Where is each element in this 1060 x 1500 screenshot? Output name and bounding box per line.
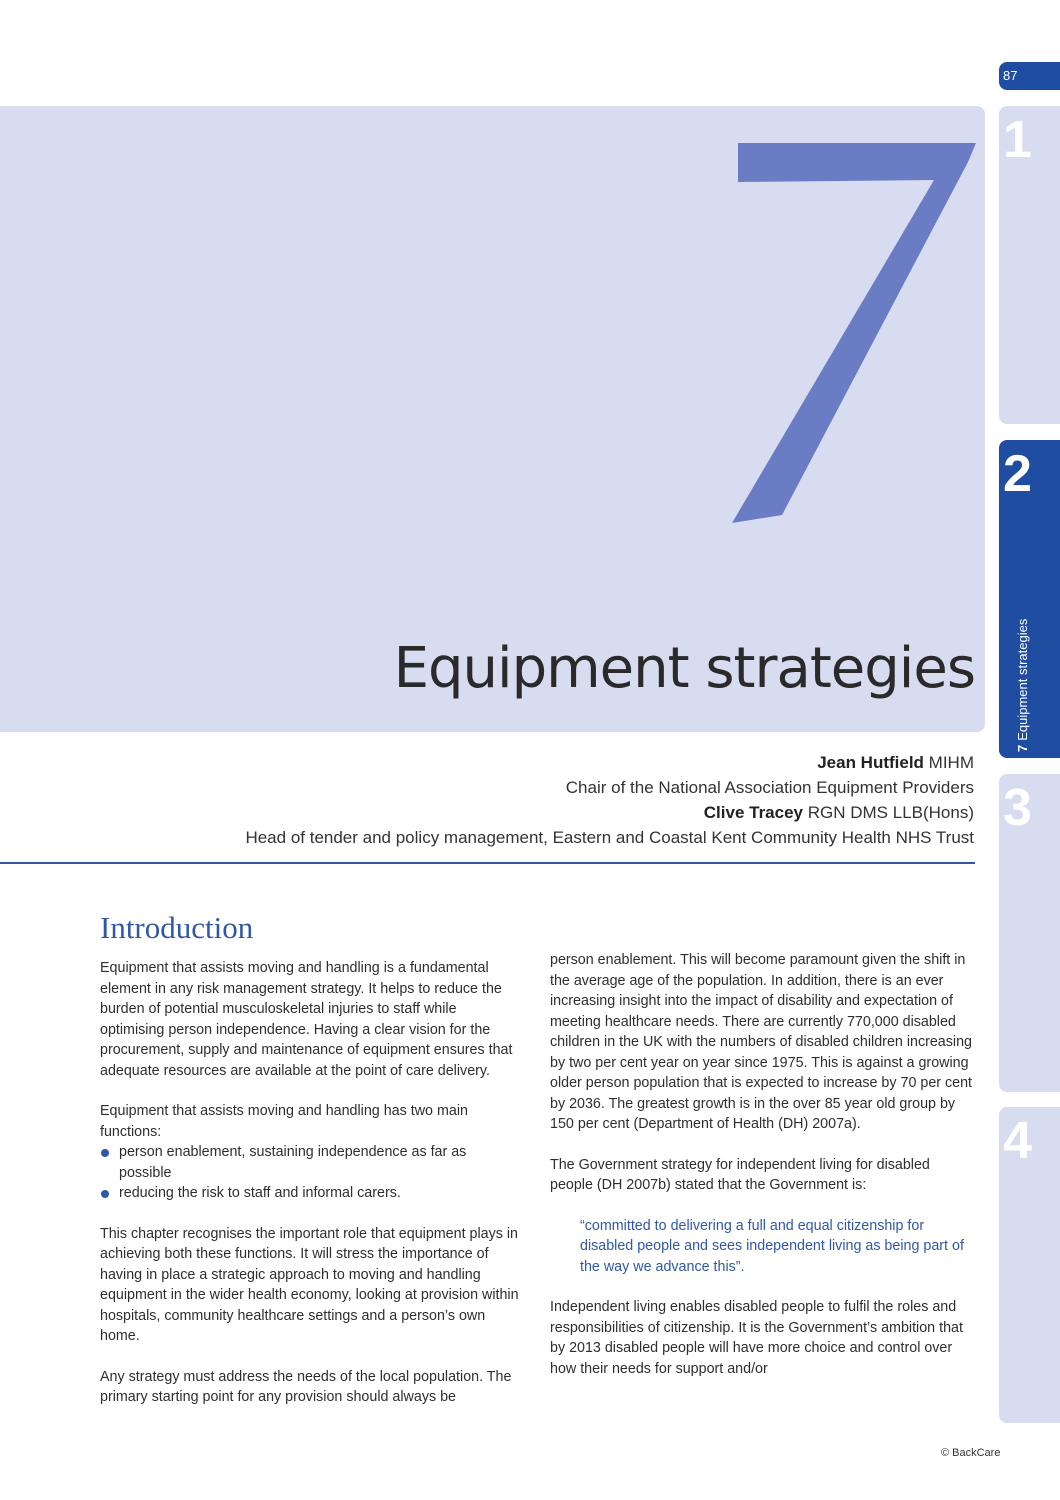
bullet-text: person enablement, sustaining independence as far as possible [119,1144,467,1181]
bullet-text: reducing the risk to staff and informal carers. [119,1185,401,1201]
section-tab-4[interactable] [999,1107,1060,1423]
page-number: 87 [999,62,1060,90]
bullet-icon [101,1149,109,1157]
author-2-quals: RGN DMS LLB(Hons) [803,803,974,822]
chapter-side-text: Equipment strategies [1015,618,1030,741]
chapter-title: Equipment strategies [393,636,975,701]
author-1-line [245,750,974,775]
copyright-notice: © BackCare [941,1447,1001,1459]
section-tab-1-label: 1 [1003,111,1032,169]
chapter-number-seven-shape [732,143,976,523]
paragraph: Equipment that assists moving and handling is a fundamental element in any risk management strategy. It helps to reduce the burden of potential musculoskeletal injuries to staff while optimising person independence. Having a clear vision for the procurement, supply and maintenance of equipment ensures that adequate resources are available at the point of care delivery. [100,960,513,1079]
section-heading-introduction: Introduction [100,910,254,945]
paragraph: Equipment that assists moving and handling has two main functions: [100,1103,468,1140]
section-tab-3-label: 3 [1003,779,1032,837]
block-quote: “committed to delivering a full and equal citizenship for disabled people and sees independent living as being part of the way we advance this”. [580,1217,964,1275]
paragraph: Independent living enables disabled people to fulfil the roles and responsibilities of citizenship. It is the Government’s ambition that by 2013 disabled people will have more choice and control over how their needs for support and/or [550,1299,963,1377]
section-tab-2-label: 2 [1003,445,1032,503]
section-tab-4-label: 4 [1003,1112,1032,1170]
chapter-side-number: 7 [1015,744,1030,752]
bullet-item [100,1142,520,1183]
author-2-name: Clive Tracey [703,803,804,822]
section-tabs [999,0,1060,1500]
paragraph: This chapter recognises the important role that equipment plays in achieving both these functions. It will stress the importance of having in place a strategic approach to moving and handling equipment in the wider health economy, looking at provision within hospitals, community healthcare settings and a person’s own home. [100,1225,519,1344]
chapter-side-label [1015,619,1030,752]
body-column-right [550,950,975,1399]
author-2-role: Head of tender and policy management, Eastern and Coastal Kent Community Health NHS Trust [245,828,974,847]
bullet-icon [101,1190,109,1198]
author-2-line [245,800,974,825]
paragraph: Any strategy must address the needs of the local population. The primary starting point for any provision should always be [100,1368,512,1405]
paragraph: person enablement. This will become paramount given the shift in the average age of the population. In addition, there is an ever increasing insight into the impact of disability and expectation of meeting healthcare needs. There are currently 770,000 disabled children in the UK with the numbers of disabled children increasing by two per cent year on year since 1975. This is against a growing older person population that is expected to increase by 70 per cent by 2036. The greatest growth is in the over 85 year old group by 150 per cent (Department of Health (DH) 2007a). [550,952,973,1132]
section-tab-1[interactable] [999,106,1060,424]
section-tab-3[interactable] [999,774,1060,1092]
body-column-left [100,908,520,1428]
chapter-number-graphic [700,140,990,530]
author-1-name: Jean Hutfield [817,753,924,772]
author-1-role: Chair of the National Association Equipment Providers [565,778,974,797]
paragraph: The Government strategy for independent living for disabled people (DH 2007b) stated that the Government is: [550,1156,930,1193]
author-1-quals: MIHM [923,753,974,772]
bullet-item [100,1183,520,1204]
bullet-list [100,1142,520,1204]
header-divider [0,862,975,864]
author-block [245,750,974,850]
